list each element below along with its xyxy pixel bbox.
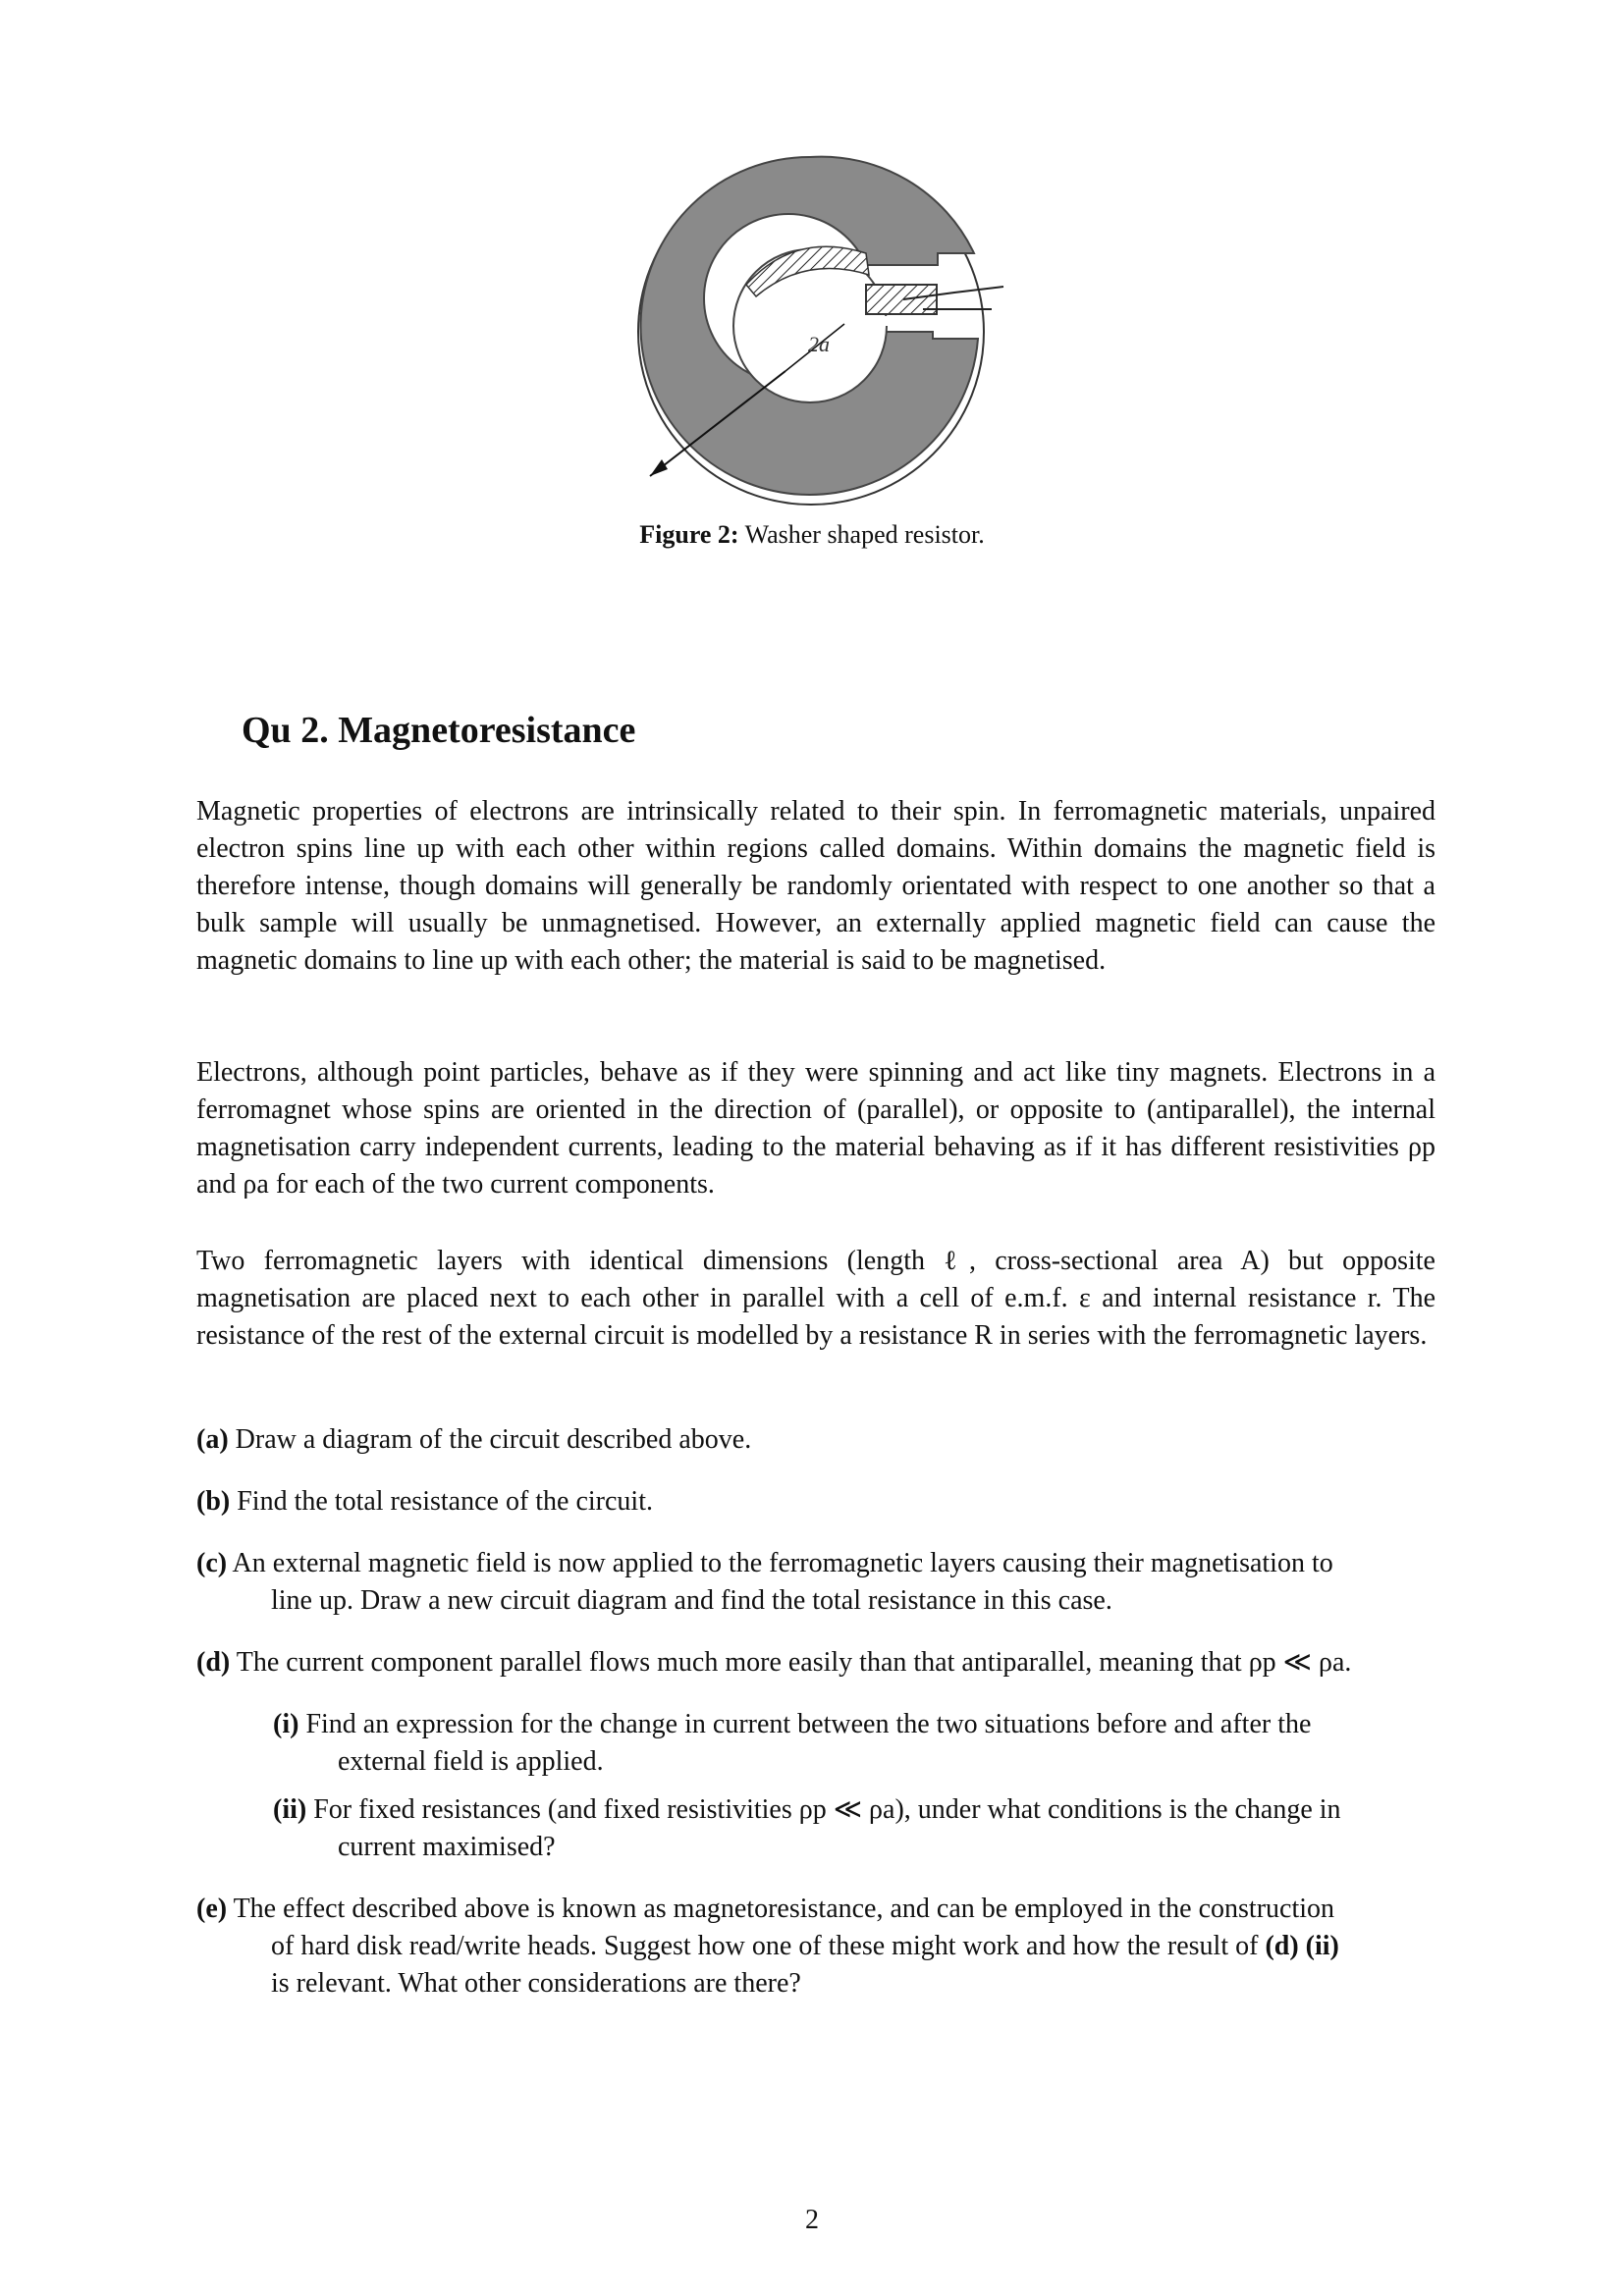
part-d <box>196 1644 1351 1682</box>
part-e-label: (e) <box>196 1894 228 1924</box>
figure-caption-text: Washer shaped resistor. <box>744 520 985 549</box>
paragraph-3: Two ferromagnetic layers with identical dimensions (length ℓ, cross-sectional area A) but opposite magnetisation are placed next to each other in parallel with a cell of e.m.f. ε and internal resistance r. The resistance of the rest of the external circuit is modelled by a resistance R in series with the ferromagnetic layers. <box>196 1246 1435 1351</box>
question-title: Qu 2. Magnetoresistance <box>242 710 636 751</box>
paragraph-2: Electrons, although point particles, behave as if they were spinning and act like tiny magnets. Electrons in a ferromagnet whose spins are oriented in the direction of (parallel), or opposite to (antiparallel), the internal magnetisation carry independent currents, leading to the material behaving as if it has different resistivities ρp and ρa for each of the two current components. <box>196 1057 1435 1200</box>
part-e-text-3: is relevant. What other considerations are there? <box>271 1968 801 1999</box>
part-a-text: Draw a diagram of the circuit described above. <box>235 1424 752 1455</box>
part-a <box>196 1421 751 1459</box>
dimension-label-2a: 2a <box>808 332 830 356</box>
part-d-label: (d) <box>196 1647 231 1678</box>
washer-figure <box>609 137 1021 510</box>
part-e-text-1: The effect described above is known as magnetoresistance, and can be employed in the construction <box>233 1894 1334 1924</box>
part-d-ii-text-2: current maximised? <box>338 1832 556 1862</box>
part-d-i-text-1: Find an expression for the change in current between the two situations before and after the <box>305 1709 1312 1739</box>
part-d-ii-text-1: For fixed resistances (and fixed resistivities ρp ≪ ρa), under what conditions is the change in <box>313 1794 1341 1825</box>
paragraph-1: Magnetic properties of electrons are intrinsically related to their spin. In ferromagnetic materials, unpaired electron spins line up with each other within regions called domains. Within domains the magnetic field is therefore intense, though domains will generally be randomly orientated with respect to one another so that a bulk sample will usually be unmagnetised. However, an externally applied magnetic field can cause the magnetic domains to line up with each other; the material is said to be magnetised. <box>196 796 1435 976</box>
part-c-text-1: An external magnetic field is now applied to the ferromagnetic layers causing their magnetisation to <box>232 1548 1333 1578</box>
part-b <box>196 1483 653 1521</box>
part-c-text-2: line up. Draw a new circuit diagram and find the total resistance in this case. <box>271 1585 1112 1616</box>
part-d-text: The current component parallel flows much more easily than that antiparallel, meaning that ρp ≪ ρa. <box>236 1647 1352 1678</box>
part-d-ii <box>273 1791 1341 1829</box>
part-b-text: Find the total resistance of the circuit. <box>237 1486 653 1517</box>
part-d-ii-label: (ii) <box>273 1794 307 1825</box>
figure-caption-label: Figure 2: <box>639 520 739 549</box>
part-a-label: (a) <box>196 1424 229 1455</box>
part-d-i-line-2 <box>338 1743 604 1781</box>
figure-caption <box>0 520 1624 550</box>
part-e <box>196 1891 1334 1928</box>
part-e-ref: (d) (ii) <box>1265 1931 1339 1961</box>
part-d-ii-line-2 <box>338 1829 556 1866</box>
part-b-label: (b) <box>196 1486 231 1517</box>
part-d-i-label: (i) <box>273 1709 299 1739</box>
part-c <box>196 1545 1333 1582</box>
part-c-line-2 <box>271 1582 1112 1620</box>
part-d-i <box>273 1706 1311 1743</box>
part-c-label: (c) <box>196 1548 228 1578</box>
part-e-text-2a: of hard disk read/write heads. Suggest how one of these might work and how the result of <box>271 1931 1259 1961</box>
part-e-line-2 <box>271 1928 1339 1965</box>
part-e-line-3 <box>271 1965 801 2002</box>
part-d-i-text-2: external field is applied. <box>338 1746 604 1777</box>
page-number: 2 <box>805 2205 819 2235</box>
